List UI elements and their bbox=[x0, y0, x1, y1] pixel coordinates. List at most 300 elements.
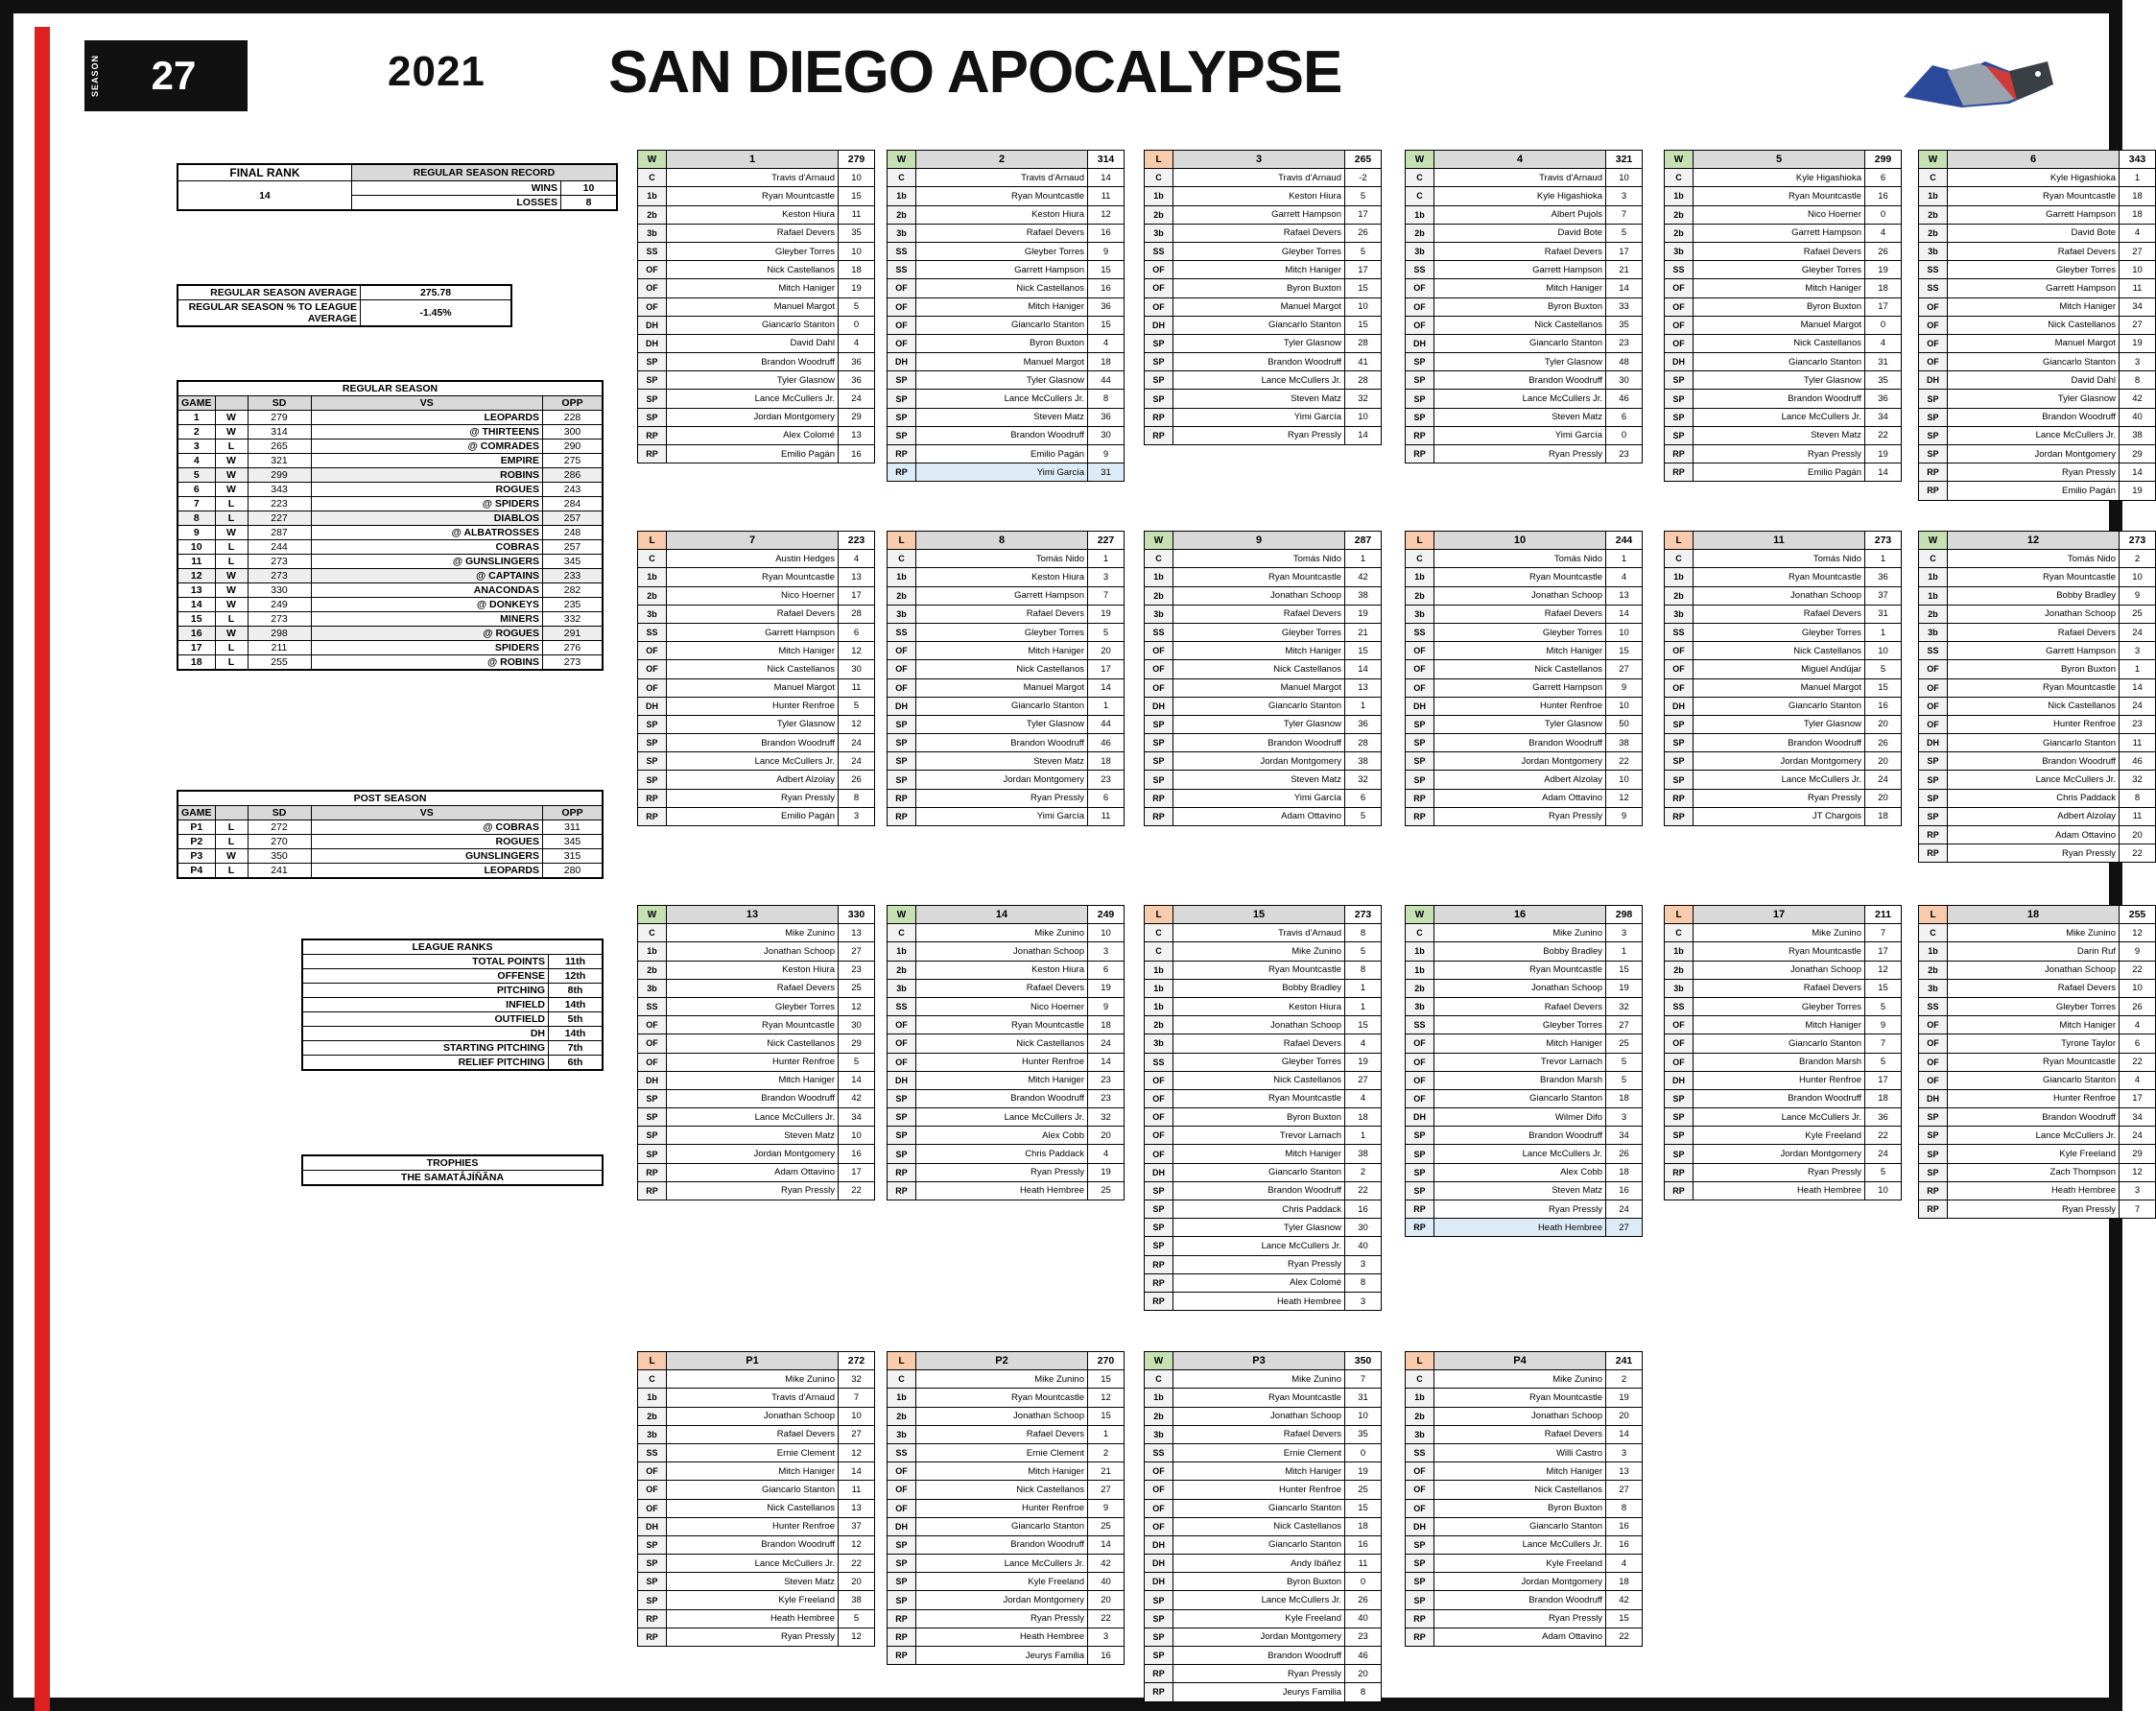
player-points: 1 bbox=[1088, 697, 1125, 715]
player-points: 24 bbox=[1606, 1200, 1643, 1219]
player-name: Nick Castellanos bbox=[1173, 660, 1345, 678]
player-points: 16 bbox=[1865, 697, 1902, 715]
player-points: 27 bbox=[1606, 660, 1643, 678]
player-points: 20 bbox=[1865, 715, 1902, 733]
player-name: Nico Hoerner bbox=[916, 997, 1088, 1015]
lineup-row bbox=[638, 623, 875, 641]
lineup-row bbox=[1919, 550, 2156, 568]
game-number: 2 bbox=[916, 151, 1088, 169]
lineup-row bbox=[1145, 715, 1382, 733]
lineup-row bbox=[888, 426, 1125, 444]
game-card-header bbox=[638, 532, 875, 550]
player-name: Mitch Haniger bbox=[1173, 261, 1345, 279]
player-points: 10 bbox=[1345, 1407, 1382, 1425]
player-points: 25 bbox=[2120, 605, 2156, 623]
player-position: 1b bbox=[1406, 942, 1434, 961]
league-rank-label: RELIEF PITCHING bbox=[303, 1056, 549, 1070]
player-points: 12 bbox=[839, 997, 875, 1015]
lineup-row bbox=[1145, 979, 1382, 997]
player-name: Tomás Nido bbox=[1694, 550, 1865, 568]
lineup-row bbox=[638, 187, 875, 205]
league-rank-row bbox=[303, 998, 603, 1012]
table-cell: @ COBRAS bbox=[311, 820, 543, 835]
player-name: Rafael Devers bbox=[667, 979, 839, 997]
player-points: 15 bbox=[839, 187, 875, 205]
lineup-row bbox=[888, 961, 1125, 979]
player-points: 15 bbox=[1088, 316, 1125, 334]
avg-value: 275.78 bbox=[361, 286, 511, 300]
lineup-row bbox=[1145, 550, 1382, 568]
player-name: Byron Buxton bbox=[1434, 1499, 1606, 1517]
player-name: Brandon Woodruff bbox=[916, 1089, 1088, 1107]
player-name: Bobby Bradley bbox=[1173, 979, 1345, 997]
player-name: Ryan Pressly bbox=[1173, 1255, 1345, 1273]
lineup-row bbox=[888, 1127, 1125, 1145]
player-points: 38 bbox=[1606, 734, 1643, 752]
game-card-header bbox=[638, 1352, 875, 1370]
player-name: Lance McCullers Jr. bbox=[916, 1555, 1088, 1573]
table-cell: W bbox=[215, 569, 248, 583]
player-points: 36 bbox=[1088, 297, 1125, 316]
player-name: Garrett Hampson bbox=[1948, 642, 2120, 660]
player-name: Nick Castellanos bbox=[1173, 1517, 1345, 1535]
record-title: REGULAR SEASON RECORD bbox=[351, 165, 616, 181]
player-position: OF bbox=[638, 1481, 667, 1499]
player-name: Mitch Haniger bbox=[916, 642, 1088, 660]
player-points: 30 bbox=[1345, 1219, 1382, 1237]
player-position: SS bbox=[638, 623, 667, 641]
player-points: 24 bbox=[1865, 1145, 1902, 1163]
player-name: Steven Matz bbox=[916, 408, 1088, 426]
player-position: SP bbox=[1145, 715, 1173, 733]
lineup-row bbox=[638, 1181, 875, 1200]
player-name: Mitch Haniger bbox=[916, 1462, 1088, 1481]
player-position: SP bbox=[888, 408, 916, 426]
player-name: Mitch Haniger bbox=[667, 1462, 839, 1481]
player-points: 16 bbox=[1088, 1647, 1125, 1665]
game-score: 314 bbox=[1088, 151, 1125, 169]
player-position: OF bbox=[638, 1462, 667, 1481]
lineup-row bbox=[1665, 334, 1902, 352]
game-number: 10 bbox=[1434, 532, 1606, 550]
player-position: RP bbox=[1145, 1683, 1173, 1701]
lineup-row bbox=[1919, 169, 2156, 187]
player-position: RP bbox=[1919, 482, 1948, 500]
lineup-row bbox=[1406, 642, 1643, 660]
league-rank-value: 7th bbox=[549, 1041, 603, 1056]
table-cell: 270 bbox=[248, 835, 311, 849]
lineup-row bbox=[1406, 408, 1643, 426]
player-name: Mitch Haniger bbox=[667, 1071, 839, 1089]
table-cell: @ COMRADES bbox=[311, 440, 543, 454]
player-points: 3 bbox=[2120, 1181, 2156, 1200]
player-position: 1b bbox=[638, 568, 667, 586]
lineup-row bbox=[1406, 224, 1643, 242]
player-points: 11 bbox=[1088, 187, 1125, 205]
player-name: Lance McCullers Jr. bbox=[1434, 390, 1606, 408]
lineup-row bbox=[1919, 261, 2156, 279]
lineup-row bbox=[1406, 1219, 1643, 1237]
player-position: 2b bbox=[1919, 605, 1948, 623]
player-position: RP bbox=[1919, 844, 1948, 863]
player-name: Gleyber Torres bbox=[1694, 623, 1865, 641]
player-name: Nick Castellanos bbox=[916, 660, 1088, 678]
player-name: Yimi García bbox=[916, 463, 1088, 482]
player-points: 33 bbox=[1606, 297, 1643, 316]
player-position: OF bbox=[1919, 1016, 1948, 1034]
lineup-row bbox=[1145, 1237, 1382, 1255]
player-position: DH bbox=[1145, 1573, 1173, 1591]
lineup-row bbox=[1145, 734, 1382, 752]
player-name: Garrett Hampson bbox=[1434, 678, 1606, 697]
player-name: Mitch Haniger bbox=[1694, 279, 1865, 297]
player-position: SP bbox=[1919, 1145, 1948, 1163]
player-position: SP bbox=[1665, 390, 1694, 408]
table-row bbox=[178, 835, 603, 849]
player-position: OF bbox=[1919, 297, 1948, 316]
player-points: 31 bbox=[1865, 605, 1902, 623]
table-row bbox=[178, 864, 603, 878]
player-position: RP bbox=[638, 789, 667, 807]
player-position: OF bbox=[1406, 1499, 1434, 1517]
table-cell: 265 bbox=[248, 440, 311, 454]
lineup-row bbox=[888, 1573, 1125, 1591]
player-points: 10 bbox=[2120, 568, 2156, 586]
player-points: 27 bbox=[1345, 1071, 1382, 1089]
player-points: 29 bbox=[2120, 1145, 2156, 1163]
player-name: Brandon Marsh bbox=[1434, 1071, 1606, 1089]
table-row bbox=[178, 849, 603, 864]
game-score: 273 bbox=[1345, 906, 1382, 924]
game-number: P1 bbox=[667, 1352, 839, 1370]
player-position: OF bbox=[1665, 660, 1694, 678]
table-row bbox=[178, 468, 603, 483]
player-position: DH bbox=[1145, 697, 1173, 715]
lineup-row bbox=[1919, 734, 2156, 752]
player-name: Yimi García bbox=[1173, 789, 1345, 807]
player-position: OF bbox=[888, 297, 916, 316]
player-position: 3b bbox=[1919, 623, 1948, 641]
player-position: 3b bbox=[638, 605, 667, 623]
player-points: 19 bbox=[1606, 979, 1643, 997]
player-points: 29 bbox=[2120, 445, 2156, 463]
player-name: Lance McCullers Jr. bbox=[1694, 771, 1865, 789]
lineup-row bbox=[638, 734, 875, 752]
player-position: 2b bbox=[888, 961, 916, 979]
player-name: Brandon Woodruff bbox=[1948, 752, 2120, 771]
player-name: Steven Matz bbox=[667, 1127, 839, 1145]
lineup-row bbox=[638, 1443, 875, 1461]
player-position: 1b bbox=[1665, 568, 1694, 586]
player-points: 10 bbox=[1345, 408, 1382, 426]
table-row bbox=[178, 440, 603, 454]
lineup-row bbox=[1145, 224, 1382, 242]
player-name: Ryan Mountcastle bbox=[667, 568, 839, 586]
player-name: Mitch Haniger bbox=[916, 1071, 1088, 1089]
game-result: W bbox=[1406, 906, 1434, 924]
player-position: DH bbox=[1406, 334, 1434, 352]
game-number: 11 bbox=[1694, 532, 1865, 550]
lineup-row bbox=[1665, 924, 1902, 942]
player-position: SP bbox=[1406, 408, 1434, 426]
column-header: OPP bbox=[543, 396, 603, 411]
player-points: 19 bbox=[1606, 1389, 1643, 1407]
player-position: SP bbox=[1665, 1108, 1694, 1127]
player-name: Tyler Glasnow bbox=[1173, 715, 1345, 733]
table-cell: 257 bbox=[543, 511, 603, 526]
lineup-row bbox=[1919, 482, 2156, 500]
player-name: Brandon Marsh bbox=[1694, 1053, 1865, 1071]
lineup-row bbox=[1919, 715, 2156, 733]
player-points: 16 bbox=[1606, 1517, 1643, 1535]
player-points: 17 bbox=[839, 586, 875, 605]
lineup-row bbox=[1145, 997, 1382, 1015]
player-name: Rafael Devers bbox=[1434, 997, 1606, 1015]
player-points: 44 bbox=[1088, 371, 1125, 390]
player-position: RP bbox=[638, 807, 667, 825]
lineup-row bbox=[638, 1071, 875, 1089]
player-name: Nick Castellanos bbox=[1434, 660, 1606, 678]
player-name: Ryan Pressly bbox=[1694, 1163, 1865, 1181]
league-rank-value: 8th bbox=[549, 984, 603, 998]
lineup-row bbox=[1665, 205, 1902, 224]
player-points: 9 bbox=[1088, 997, 1125, 1015]
player-name: Nick Castellanos bbox=[916, 1481, 1088, 1499]
player-position: SP bbox=[638, 390, 667, 408]
lineup-row bbox=[1406, 316, 1643, 334]
table-cell: EMPIRE bbox=[311, 454, 543, 468]
player-points: 32 bbox=[1606, 997, 1643, 1015]
game-score: 330 bbox=[839, 906, 875, 924]
player-points: 20 bbox=[1865, 752, 1902, 771]
player-name: Brandon Woodruff bbox=[1948, 1108, 2120, 1127]
player-points: 14 bbox=[1606, 605, 1643, 623]
player-points: 15 bbox=[1345, 279, 1382, 297]
game-number: 9 bbox=[1173, 532, 1345, 550]
player-name: Ryan Mountcastle bbox=[1948, 678, 2120, 697]
lineup-row bbox=[1665, 1089, 1902, 1107]
lineup-row bbox=[1919, 371, 2156, 390]
player-name: Brandon Woodruff bbox=[1434, 734, 1606, 752]
player-points: 1 bbox=[1345, 550, 1382, 568]
player-position: SP bbox=[638, 752, 667, 771]
player-name: Hunter Renfroe bbox=[667, 1053, 839, 1071]
player-points: 9 bbox=[1606, 807, 1643, 825]
player-name: Emilio Pagán bbox=[667, 445, 839, 463]
player-name: Nick Castellanos bbox=[916, 279, 1088, 297]
player-position: DH bbox=[888, 1517, 916, 1535]
lineup-row bbox=[1406, 1407, 1643, 1425]
player-position: SP bbox=[1145, 1181, 1173, 1200]
player-position: C bbox=[1145, 1370, 1173, 1389]
lineup-row bbox=[1406, 807, 1643, 825]
player-name: Gleyber Torres bbox=[1434, 623, 1606, 641]
lineup-row bbox=[888, 1462, 1125, 1481]
player-name: Byron Buxton bbox=[916, 334, 1088, 352]
lineup-row bbox=[638, 1609, 875, 1628]
player-points: 6 bbox=[1606, 408, 1643, 426]
table-cell: 223 bbox=[248, 497, 311, 511]
lineup-row bbox=[1919, 426, 2156, 444]
player-name: Yimi García bbox=[916, 807, 1088, 825]
player-name: Nick Castellanos bbox=[667, 1034, 839, 1053]
player-points: 9 bbox=[2120, 942, 2156, 961]
lineup-row bbox=[1406, 445, 1643, 463]
player-points: 36 bbox=[839, 353, 875, 371]
player-name: Nick Castellanos bbox=[667, 261, 839, 279]
league-rank-row bbox=[303, 1027, 603, 1041]
lineup-row bbox=[638, 1425, 875, 1443]
player-position: SP bbox=[1919, 1163, 1948, 1181]
year-label: 2021 bbox=[388, 48, 486, 95]
lineup-row bbox=[1665, 463, 1902, 482]
lineup-row bbox=[1919, 789, 2156, 807]
player-position: 2b bbox=[1665, 224, 1694, 242]
player-name: Kyle Higashioka bbox=[1948, 169, 2120, 187]
player-points: 22 bbox=[839, 1181, 875, 1200]
lineup-row bbox=[888, 1628, 1125, 1646]
lineup-row bbox=[638, 261, 875, 279]
player-points: 8 bbox=[1606, 1499, 1643, 1517]
player-points: 20 bbox=[1088, 1591, 1125, 1609]
player-position: SS bbox=[1145, 242, 1173, 260]
player-name: Jonathan Schoop bbox=[1694, 586, 1865, 605]
season-badge bbox=[84, 40, 248, 111]
player-points: 4 bbox=[1606, 1555, 1643, 1573]
player-position: 2b bbox=[638, 961, 667, 979]
game-score: 350 bbox=[1345, 1352, 1382, 1370]
player-points: 19 bbox=[1865, 445, 1902, 463]
player-name: Ryan Pressly bbox=[1434, 807, 1606, 825]
player-name: Rafael Devers bbox=[1948, 623, 2120, 641]
lineup-row bbox=[888, 390, 1125, 408]
player-name: Giancarlo Stanton bbox=[1434, 1089, 1606, 1107]
player-name: Rafael Devers bbox=[1948, 979, 2120, 997]
player-name: Giancarlo Stanton bbox=[667, 1481, 839, 1499]
player-position: SP bbox=[1145, 1200, 1173, 1219]
player-position: OF bbox=[1665, 334, 1694, 352]
lineup-row bbox=[1406, 1628, 1643, 1646]
player-points: 15 bbox=[1606, 961, 1643, 979]
lineup-row bbox=[1665, 789, 1902, 807]
lineup-row bbox=[1145, 1647, 1382, 1665]
lineup-row bbox=[1406, 1089, 1643, 1107]
player-points: 10 bbox=[839, 1127, 875, 1145]
game-card-header bbox=[1665, 532, 1902, 550]
player-name: Jordan Montgomery bbox=[1173, 1628, 1345, 1646]
player-points: 1 bbox=[1606, 942, 1643, 961]
player-position: RP bbox=[1406, 1219, 1434, 1237]
league-rank-value: 6th bbox=[549, 1056, 603, 1070]
league-rank-label: PITCHING bbox=[303, 984, 549, 998]
player-name: Tyler Glasnow bbox=[667, 715, 839, 733]
player-name: Lance McCullers Jr. bbox=[667, 390, 839, 408]
lineup-row bbox=[1406, 1389, 1643, 1407]
player-points: 11 bbox=[839, 678, 875, 697]
lineup-row bbox=[1665, 297, 1902, 316]
player-position: C bbox=[1919, 924, 1948, 942]
table-cell: P1 bbox=[178, 820, 216, 835]
player-position: SP bbox=[1406, 390, 1434, 408]
player-points: 13 bbox=[1606, 1462, 1643, 1481]
lineup-row bbox=[1406, 942, 1643, 961]
player-name: Steven Matz bbox=[1434, 408, 1606, 426]
lineup-row bbox=[1665, 623, 1902, 641]
player-points: 24 bbox=[2120, 623, 2156, 641]
player-name: Trevor Larnach bbox=[1434, 1053, 1606, 1071]
player-points: 14 bbox=[1088, 1053, 1125, 1071]
player-position: SP bbox=[888, 1555, 916, 1573]
lineup-row bbox=[1665, 678, 1902, 697]
player-position: 1b bbox=[1406, 205, 1434, 224]
lineup-row bbox=[888, 997, 1125, 1015]
league-rank-row bbox=[303, 1056, 603, 1070]
lineup-row bbox=[1145, 1481, 1382, 1499]
player-position: OF bbox=[638, 1016, 667, 1034]
lineup-row bbox=[1145, 678, 1382, 697]
player-name: Rafael Devers bbox=[916, 979, 1088, 997]
player-position: SP bbox=[1406, 1181, 1434, 1200]
player-points: 46 bbox=[2120, 752, 2156, 771]
lineup-row bbox=[888, 1108, 1125, 1127]
player-points: 35 bbox=[1606, 316, 1643, 334]
player-name: Nick Castellanos bbox=[1948, 697, 2120, 715]
player-points: 20 bbox=[1606, 1407, 1643, 1425]
player-position: RP bbox=[888, 463, 916, 482]
lineup-row bbox=[1145, 316, 1382, 334]
table-cell: 290 bbox=[543, 440, 603, 454]
player-name: Keston Hiura bbox=[667, 961, 839, 979]
player-points: 7 bbox=[1606, 205, 1643, 224]
game-card bbox=[1918, 905, 2156, 1219]
game-score: 265 bbox=[1345, 151, 1382, 169]
table-cell: ROGUES bbox=[311, 835, 543, 849]
lineup-row bbox=[1145, 568, 1382, 586]
lineup-row bbox=[888, 1389, 1125, 1407]
player-points: 4 bbox=[1865, 334, 1902, 352]
player-name: Garrett Hampson bbox=[1948, 205, 2120, 224]
player-points: 13 bbox=[1606, 586, 1643, 605]
lineup-row bbox=[638, 979, 875, 997]
player-points: 10 bbox=[1606, 169, 1643, 187]
game-score: 299 bbox=[1865, 151, 1902, 169]
player-position: 1b bbox=[1145, 961, 1173, 979]
player-position: RP bbox=[1919, 826, 1948, 844]
player-position: OF bbox=[1406, 279, 1434, 297]
lineup-row bbox=[1665, 997, 1902, 1015]
lineup-row bbox=[1665, 1016, 1902, 1034]
game-result: L bbox=[1919, 906, 1948, 924]
player-points: 17 bbox=[1345, 205, 1382, 224]
player-points: 14 bbox=[1606, 279, 1643, 297]
player-position: 3b bbox=[1145, 1425, 1173, 1443]
game-card-header bbox=[638, 906, 875, 924]
lineup-row bbox=[1919, 586, 2156, 605]
player-name: Gleyber Torres bbox=[1694, 997, 1865, 1015]
player-name: Tyler Glasnow bbox=[1694, 371, 1865, 390]
table-cell: L bbox=[215, 511, 248, 526]
player-name: Brandon Woodruff bbox=[1173, 353, 1345, 371]
game-card bbox=[637, 150, 875, 463]
player-name: Hunter Renfroe bbox=[1694, 1071, 1865, 1089]
player-points: 5 bbox=[1865, 660, 1902, 678]
player-name: Ryan Mountcastle bbox=[1173, 568, 1345, 586]
table-row bbox=[178, 555, 603, 569]
player-position: SP bbox=[1145, 353, 1173, 371]
lineup-row bbox=[638, 242, 875, 260]
game-number: 8 bbox=[916, 532, 1088, 550]
player-points: 5 bbox=[839, 297, 875, 316]
